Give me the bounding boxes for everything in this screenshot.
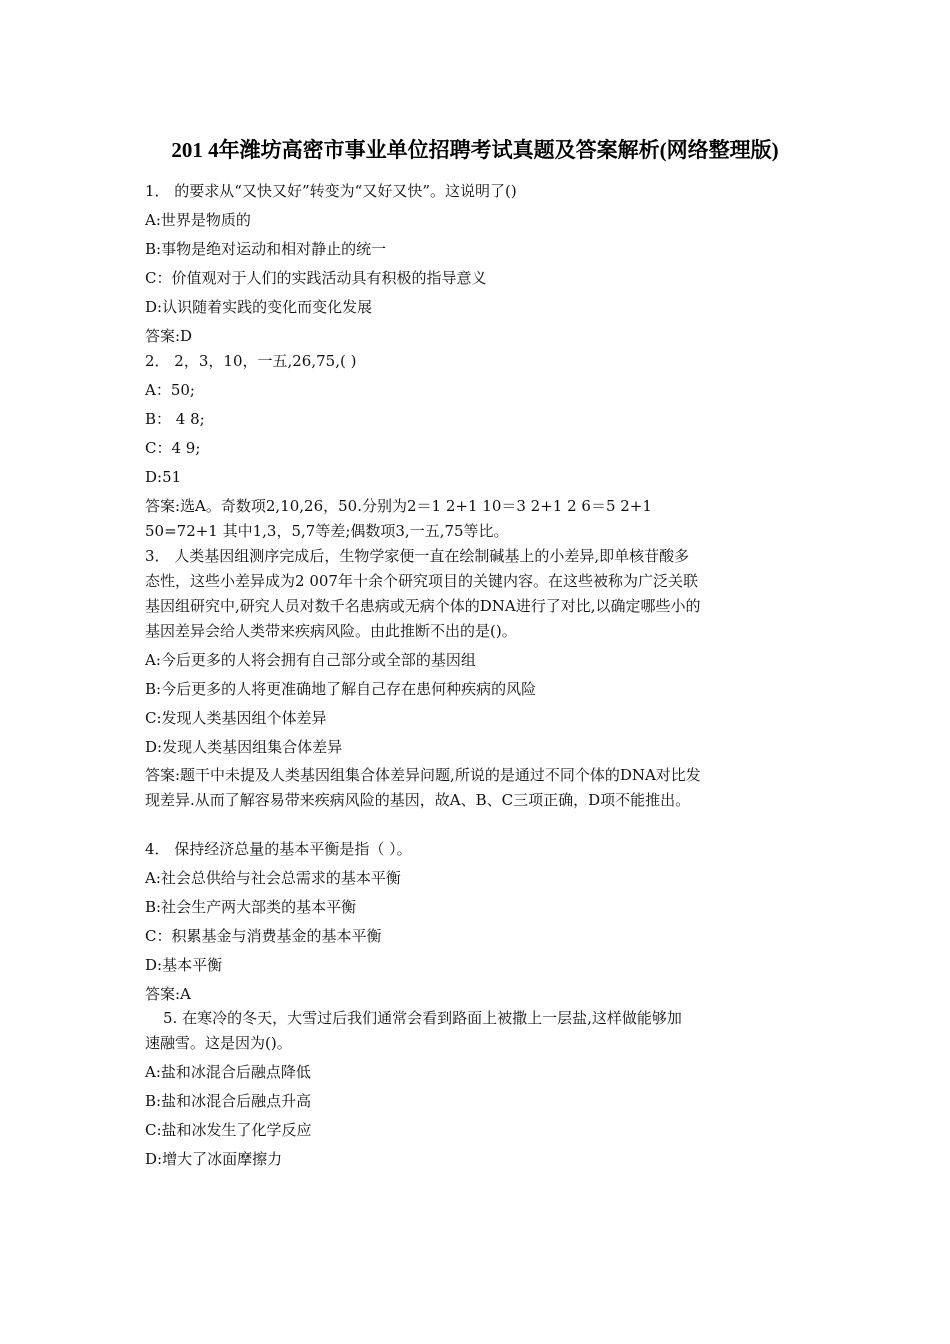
question-3-option-c: C:发现人类基因组个体差异 bbox=[145, 709, 327, 727]
question-1-option-c: C：价值观对于人们的实践活动具有积极的指导意义 bbox=[145, 269, 487, 287]
question-4-option-a: A:社会总供给与社会总需求的基本平衡 bbox=[145, 869, 401, 887]
question-2-answer: 答案:选A。奇数项2,10,26，50.分别为2＝1 2+1 10＝3 2+1 2 6＝5 2+1 bbox=[145, 497, 652, 515]
question-3-option-b: B:今后更多的人将更准确地了解自己存在患何种疾病的风险 bbox=[145, 680, 537, 698]
question-2-option-b: B： 4 8; bbox=[145, 410, 205, 428]
question-3-stem-line-2: 态性，这些小差异成为2 007年十余个研究项目的关键内容。在这些被称为广泛关联 bbox=[145, 572, 698, 590]
question-2-option-d: D:51 bbox=[145, 468, 182, 486]
document-title: 201 4年潍坊高密市事业单位招聘考试真题及答案解析(网络整理版) bbox=[171, 138, 779, 162]
question-5-option-d: D:增大了冰面摩擦力 bbox=[145, 1150, 283, 1168]
question-2-stem: 2． 2，3，10，一五,26,75,( ) bbox=[145, 352, 357, 370]
question-5-stem-line-2: 速融雪。这是因为()。 bbox=[145, 1034, 292, 1052]
question-5-option-a: A:盐和冰混合后融点降低 bbox=[145, 1063, 311, 1081]
question-4-answer: 答案:A bbox=[145, 985, 191, 1003]
question-1-option-b: B:事物是绝对运动和相对静止的统一 bbox=[145, 240, 387, 258]
question-5-option-b: B:盐和冰混合后融点升高 bbox=[145, 1092, 312, 1110]
question-5-option-c: C:盐和冰发生了化学反应 bbox=[145, 1121, 312, 1139]
question-1-answer: 答案:D bbox=[145, 327, 193, 345]
question-2-option-c: C：4 9; bbox=[145, 439, 201, 457]
question-1-stem: 1． 的要求从“又快又好”转变为“又好又快”。这说明了() bbox=[145, 182, 517, 200]
question-3-option-d: D:发现人类基因组集合体差异 bbox=[145, 738, 343, 756]
question-3-option-a: A:今后更多的人将会拥有自己部分或全部的基因组 bbox=[145, 651, 476, 669]
question-3-stem-line-3: 基因组研究中,研究人员对数千名患病或无病个体的DNA进行了对比,以确定哪些小的 bbox=[145, 597, 701, 615]
question-4-option-c: C：积累基金与消费基金的基本平衡 bbox=[145, 927, 382, 945]
question-4-option-d: D:基本平衡 bbox=[145, 956, 223, 974]
question-3-stem: 3． 人类基因组测序完成后，生物学家便一直在绘制碱基上的小差异,即单核苷酸多 bbox=[145, 547, 690, 565]
question-4-option-b: B:社会生产两大部类的基本平衡 bbox=[145, 898, 357, 916]
question-3-answer: 答案:题干中未提及人类基因组集合体差异问题,所说的是通过不同个体的DNA对比发 bbox=[145, 766, 701, 784]
question-3-answer-cont: 现差异.从而了解容易带来疾病风险的基因，故A、B、C三项正确，D项不能推出。 bbox=[145, 791, 691, 809]
question-5-stem: 5. 在寒冷的冬天，大雪过后我们通常会看到路面上被撒上一层盐,这样做能够加 bbox=[163, 1009, 682, 1027]
question-2-option-a: A：50; bbox=[145, 381, 195, 399]
question-2-answer-cont: 50=72+1 其中1,3，5,7等差;偶数项3,一五,75等比。 bbox=[145, 522, 509, 540]
question-1-option-d: D:认识随着实践的变化而变化发展 bbox=[145, 298, 373, 316]
question-4-stem: 4． 保持经济总量的基本平衡是指（ ）。 bbox=[145, 840, 412, 858]
question-3-stem-line-4: 基因差异会给人类带来疾病风险。由此推断不出的是()。 bbox=[145, 622, 517, 640]
question-1-option-a: A:世界是物质的 bbox=[145, 211, 251, 229]
